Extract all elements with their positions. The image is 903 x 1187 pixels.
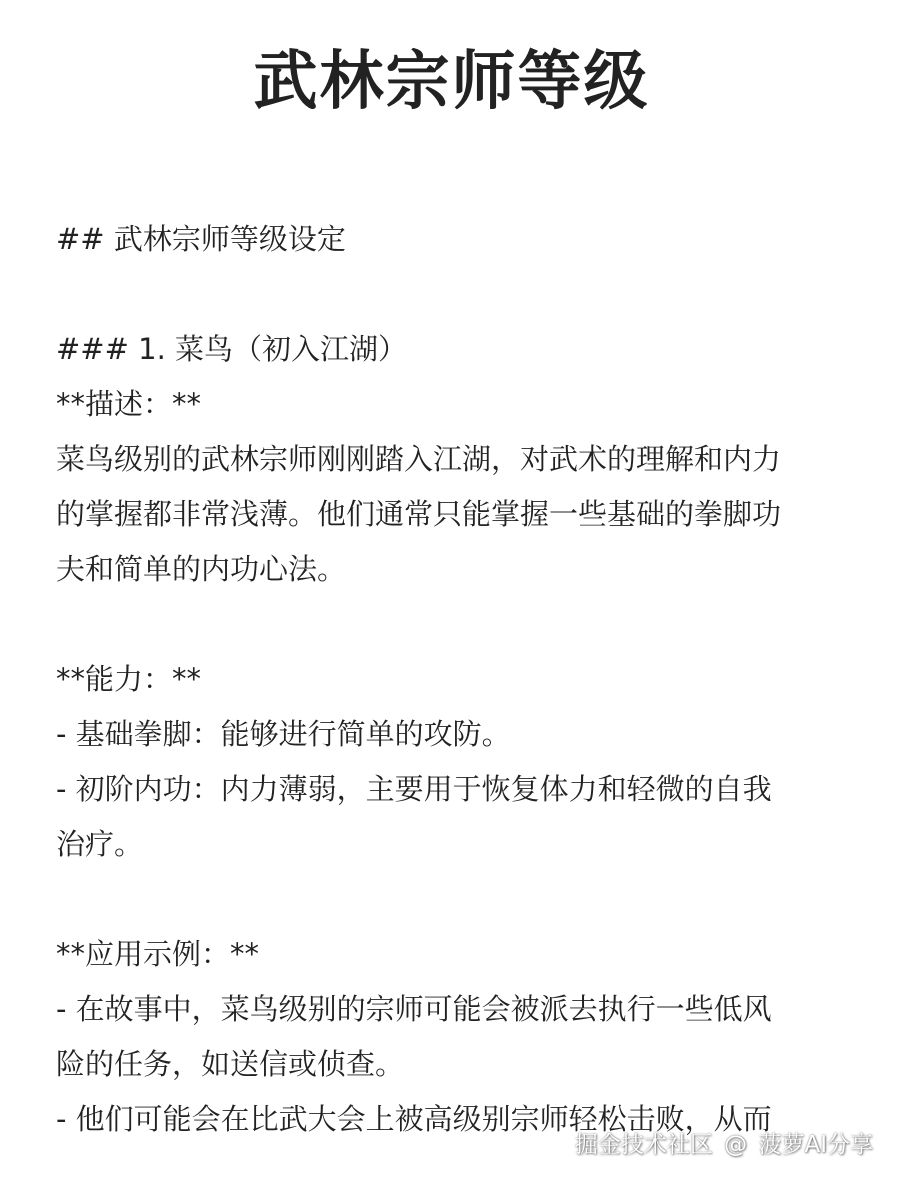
list-item: - 基础拳脚：能够进行简单的攻防。 bbox=[56, 717, 511, 751]
example-label: **应用示例：** bbox=[56, 937, 260, 971]
list-item-continuation: 治疗。 bbox=[56, 827, 144, 861]
section-heading: ## 武林宗师等级设定 bbox=[56, 222, 346, 256]
list-item-continuation: 险的任务，如送信或侦查。 bbox=[56, 1047, 405, 1081]
description-label: **描述：** bbox=[56, 387, 202, 421]
blank-line bbox=[56, 267, 856, 322]
document-body bbox=[56, 212, 856, 1147]
watermark-author: 菠萝AI分享 bbox=[758, 1132, 873, 1158]
subsection-heading: ### 1. 菜鸟（初入江湖） bbox=[56, 332, 408, 366]
paragraph-line: 的掌握都非常浅薄。他们通常只能掌握一些基础的拳脚功 bbox=[56, 497, 782, 531]
blank-line bbox=[56, 872, 856, 927]
list-item: - 初阶内功：内力薄弱，主要用于恢复体力和轻微的自我 bbox=[56, 772, 772, 806]
list-item: - 在故事中，菜鸟级别的宗师可能会被派去执行一些低风 bbox=[56, 992, 772, 1026]
paragraph-line: 菜鸟级别的武林宗师刚刚踏入江湖，对武术的理解和内力 bbox=[56, 442, 782, 476]
paragraph-line: 夫和简单的内功心法。 bbox=[56, 552, 347, 586]
watermark-site: 掘金技术社区 bbox=[574, 1132, 713, 1158]
ability-label: **能力：** bbox=[56, 662, 202, 696]
page-title: 武林宗师等级 bbox=[253, 45, 650, 119]
watermark bbox=[575, 1129, 873, 1161]
list-item: - 他们可能会在比武大会上被高级别宗师轻松击败，从而 bbox=[56, 1102, 772, 1136]
at-icon: @ bbox=[724, 1132, 748, 1158]
blank-line bbox=[56, 597, 856, 652]
